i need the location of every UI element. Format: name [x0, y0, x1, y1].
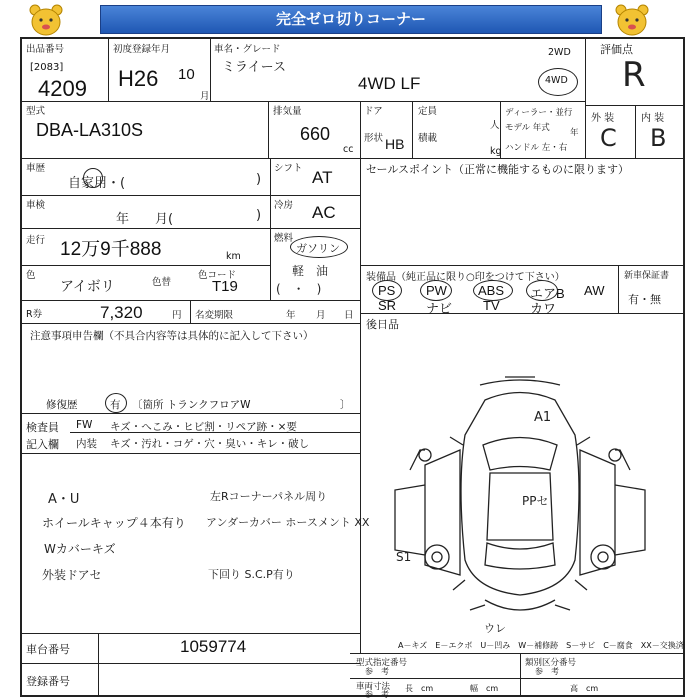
equip-leather: カワ — [530, 301, 557, 316]
lot-label: 出品番号 — [26, 44, 65, 55]
damage-legend: A－キズ E－エクボ U－凹み W－補修跡 S－サビ C－腐食 XX－交換済 — [398, 641, 684, 650]
equip-ps: PS — [378, 283, 396, 298]
comment-left-4: 外装ドアセ — [42, 568, 102, 582]
length-ref: 参 考 — [365, 690, 389, 699]
interior-value: B — [650, 124, 667, 152]
ac-value: AC — [312, 203, 336, 222]
comment-left-2: ホイールキャップ４本有り — [42, 516, 186, 530]
comment-left-1: A・U — [48, 492, 80, 507]
mileage-label: 走行 — [26, 235, 46, 246]
color-label: 色 — [26, 270, 36, 281]
name-change-label: 名変期限 — [195, 310, 234, 321]
model-label: 型式 — [26, 106, 46, 117]
sales-point-label: セールスポイント（正常に機能するものに限ります） — [366, 163, 630, 176]
drive-4wd: 4WD — [545, 75, 568, 86]
price-value: 7,320 — [100, 303, 143, 322]
fw-label: FW — [76, 419, 93, 431]
dim-width: 幅 cm — [470, 684, 499, 693]
shape-label: 形状 — [364, 133, 384, 144]
history-close: ) — [256, 172, 262, 187]
model-year-label: モデル 年式 — [505, 123, 550, 133]
rating-label: 評価点 — [600, 43, 633, 56]
equip-aw: AW — [584, 283, 605, 298]
repair-value: 有 — [110, 399, 121, 411]
fuel-alt: 軽 油 — [292, 264, 329, 278]
chassis-value: 1059774 — [180, 637, 247, 656]
repair-detail: 〔箇所 トランクフロアW — [132, 399, 251, 411]
equip-abs: ABS — [478, 283, 505, 298]
comment-left-3: Wカバーキズ — [44, 542, 116, 556]
comment-right-1: 左Rコーナーパネル周り — [210, 490, 328, 503]
door-label: ドア — [364, 106, 383, 117]
color-value: アイボリ — [60, 279, 115, 295]
mileage-value: 12万9千888 — [60, 239, 162, 260]
bear-mascot-icon — [612, 2, 652, 38]
capacity-unit: 人 — [490, 120, 500, 131]
interior-check-label: 内装 — [76, 438, 97, 450]
aftermarket-label: 後日品 — [366, 318, 399, 331]
type-cert-label: 型式指定番号 — [356, 658, 408, 668]
dealer-label: ディーラー・並行 — [505, 108, 573, 118]
diagram-label-s1: S1 — [396, 550, 412, 564]
history-value: 自家用・( — [68, 176, 126, 191]
repair-label: 修復歴 — [46, 399, 78, 411]
shaken-value: 年 月( — [116, 212, 174, 227]
chassis-label: 車台番号 — [26, 643, 70, 656]
load-unit: kg — [490, 146, 502, 157]
equip-sr: SR — [378, 298, 397, 313]
dim-length: 長 cm — [405, 684, 434, 693]
history-label: 車歴 — [26, 163, 46, 174]
lot-number: 4209 — [38, 76, 87, 101]
banner-title: 完全ゼロ切りコーナー — [100, 5, 602, 34]
displacement-value: 660 — [300, 124, 331, 144]
reg-month: 10 — [178, 66, 195, 83]
lot-prefix: [2083] — [30, 62, 64, 73]
fw-items: キズ・へこみ・ヒビ割・リペア跡・×要 — [110, 421, 297, 433]
drive-2wd: 2WD — [548, 47, 571, 58]
reg-label: 登録番号 — [26, 675, 70, 688]
entry-label: 記入欄 — [26, 438, 59, 451]
car-name-label: 車名・グレード — [214, 44, 281, 55]
exterior-label: 外 装 — [591, 113, 615, 124]
handle-label: ハンドル 左・右 — [505, 143, 568, 153]
header-banner — [0, 0, 700, 40]
color-code-value: T19 — [212, 278, 238, 295]
shaken-close: ) — [256, 208, 262, 223]
comment-right-2: アンダーカバー ホースメント XX — [206, 516, 370, 529]
mileage-unit: km — [226, 251, 241, 262]
class-label: 類別区分番号 — [525, 658, 577, 668]
shift-label: シフト — [274, 163, 303, 174]
model-year-unit: 年 — [570, 128, 579, 138]
fuel-label: 燃料 — [274, 233, 294, 244]
capacity-label: 定員 — [418, 106, 438, 117]
equipment-label: 装備品（純正品に限り○印をつけて下さい） — [366, 272, 565, 283]
displacement-unit: cc — [343, 144, 354, 155]
month-unit: 月 — [200, 91, 210, 102]
class-ref: 参 考 — [535, 667, 559, 676]
equip-pw: PW — [426, 283, 447, 298]
era-year: H26 — [118, 66, 159, 91]
diagram-label-p: PPセ — [522, 494, 549, 508]
diagram-label-bumper: ウレ — [484, 622, 506, 635]
price-unit: 円 — [172, 310, 182, 321]
interior-items: キズ・汚れ・コゲ・穴・臭い・キレ・破し — [110, 438, 310, 450]
repair-close: 〕 — [340, 399, 351, 411]
new-warranty-label: 新車保証書 — [624, 271, 670, 281]
repair-circle-mark — [105, 393, 127, 413]
inspector-label: 検査員 — [26, 421, 59, 434]
notes-label: 注意事項申告欄（不具合内容等は具体的に記入して下さい） — [30, 330, 314, 342]
shift-value: AT — [312, 168, 333, 187]
price-label: R券 — [26, 309, 43, 320]
comment-right-3: 下回り S.C.P有り — [208, 568, 295, 581]
name-change-day: 日 — [344, 310, 354, 321]
name-change-month: 月 — [316, 310, 326, 321]
model-value: DBA-LA310S — [36, 120, 144, 140]
fuel-circle-mark — [290, 236, 348, 258]
color-change-label: 色替 — [152, 277, 172, 288]
name-change-year: 年 — [286, 310, 296, 321]
rating-value: R — [622, 55, 646, 95]
car-grade: 4WD LF — [358, 74, 421, 93]
color-code-label: 色コード — [198, 270, 237, 281]
equip-navi: ナビ — [426, 301, 453, 316]
displacement-label: 排気量 — [273, 106, 302, 117]
type-cert-ref: 参 考 — [365, 667, 389, 676]
fuel-value: ガソリン — [296, 242, 340, 255]
fuel-paren: ( ・ ) — [276, 282, 322, 296]
interior-label: 内 装 — [641, 113, 665, 124]
exterior-value: C — [600, 124, 617, 152]
shaken-label: 車検 — [26, 200, 46, 211]
diagram-label-a1: A1 — [534, 410, 552, 425]
new-warranty-value: 有・無 — [628, 293, 661, 306]
length-label: 車両寸法 — [356, 682, 391, 692]
dim-height: 高 cm — [570, 684, 599, 693]
bear-mascot-icon — [26, 2, 66, 38]
load-label: 積載 — [418, 133, 438, 144]
first-reg-label: 初度登録年月 — [113, 44, 171, 55]
shape-value: HB — [385, 136, 405, 152]
car-name: ミライース — [222, 60, 286, 75]
ac-label: 冷房 — [274, 200, 294, 211]
equip-airbag: エアB — [530, 286, 565, 301]
equip-tv: TV — [483, 298, 500, 313]
history-circle-mark — [83, 168, 103, 188]
